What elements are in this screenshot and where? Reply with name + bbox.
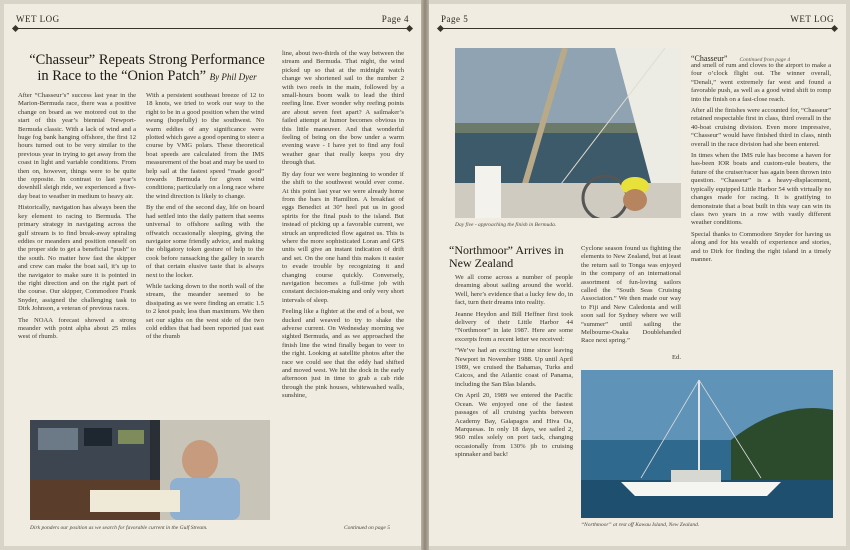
paragraph: Cyclone season found us fighting the elements to New Zealand, but at least the return sail to Tonga was enjoyed in the company of an international assortment of fun-loving sailors called the “South Seas Cruising Association.” We then made our way to Fiji and New Caledonia and will soon sail for Sydney where we will “summer” until sailing the Melbourne-Osaka Doublehanded Race next spring.” — [581, 245, 681, 345]
photo-caption-day-five: Day five - approaching the finish in Bermuda. — [455, 222, 557, 228]
continuation-column — [691, 62, 831, 362]
header-wet-log-right: WET LOG — [790, 14, 834, 24]
photo-northmoor-at-rest — [581, 370, 833, 518]
continued-on-page-5: Continued on page 5 — [344, 525, 390, 531]
paragraph: After all the finishes were accounted for, “Chasseur” retained respectable first in class, third overall in the 40-boat cruising division. Even more impressive, “Chasseur” would have finished third in class, ninth overall in the race division had she been entered. — [691, 107, 831, 148]
paragraph: and smell of rum and cloves to the airport to make a four o’clock flight out. The winner overall, “Denali,” went extremely far west and found a favorable push, as well as a good wind shift to romp into the finish on a fast-close reach. — [691, 62, 831, 103]
paragraph: By day four we were beginning to wonder if the shift to the southwest would ever come. At this point last year we were already home from the bars in Hamilton. A breakfast of eggs Benedict at 30° heel put us in good spirits for the final push to the island. But instead of picking up a favorable current, we struck an unpredicted flow against us. This is where the more sophisticated Loran and GPS units will give an instant indication of drift and set. On the one hand this makes it easier to evade trouble by recognizing it and changing course quickly. Conversely, navigation becomes a full-time job with constant decision-making and only very short intervals of sleep. — [282, 170, 404, 304]
paragraph: line, about two-thirds of the way between the stream and Bermuda. That night, the wind picked up so that at the midnight watch change we shortened sail to the number 2 with two reefs in the main, followed by a small-hours boom walk to lead the third reefing line. Ever wonder why reefing points are about seven feet apart? A sailmaker’s failed attempt at humor becomes obvious in this little maneuver. And that wonderful feeling of being on the bow under a warm evening wave - I have yet to find any foul weather gear that really keeps you dry through that. — [282, 50, 404, 167]
paragraph: We all come across a number of people dreaming about sailing around the world. Well, here’s evidence that a lucky few do, in fact, turn their dreams into reality. — [455, 274, 573, 307]
header-rule-right — [441, 28, 834, 29]
left-page — [4, 4, 421, 546]
paragraph: The NOAA forecast showed a strong meander with point alpha about 25 miles west of rhumb. — [18, 316, 136, 341]
photo-caption-northmoor: “Northmoor” at rest off Kawau Island, New Zealand. — [581, 522, 700, 528]
article-column-2 — [146, 92, 264, 412]
header-wet-log-left: WET LOG — [16, 14, 60, 24]
continuation-title: “Chasseur” — [691, 54, 728, 63]
photo-sailing-to-bermuda — [455, 48, 681, 218]
paragraph: In times when the IMS rule has become a haven for has-been IOR boats and custom-rule beaters, the future of the cruiser/racer has again been thrown into question. “Chasseur” is a heavy-displacement, typically equipped Little Harbor 54 with virtually no changes made for racing. It is gratifying to demonstrate that a boat built in this way can win its class two years in a row with vastly different weather conditions. — [691, 152, 831, 227]
article-column-3 — [282, 50, 404, 530]
northmoor-column-2 — [581, 245, 681, 365]
page-number-5: Page 5 — [441, 14, 469, 24]
headline-text: “Chasseur” Repeats Strong Performance in Race to the “Onion Patch” — [29, 52, 265, 84]
northmoor-headline: “Northmoor” Arrives in New Zealand — [449, 243, 564, 270]
photo-caption-left: Dirk ponders our position as we search for favorable current in the Gulf Stream. — [30, 525, 208, 531]
paragraph: By the end of the second day, life on board had settled into the daily pattern that seems universal to offshore sailing with the offwatch occasionally sleeping, giving the navigator some friendly advice, and making the obligatory token gesture of help to the cook before ransacking the galley in search of that certain elusive taste that is always next to the locker. — [146, 204, 264, 279]
article-column-1 — [18, 92, 136, 412]
paragraph: Feeling like a fighter at the end of a bout, we ducked and weaved to try to shake the adverse current. On Wednesday morning we sighted Bermuda, and as we approached the finish line the wind finally began to veer to the right. Looking at satellite photos after the race we could see that the eddy had shifted and moved west. We hit the dock in the early afternoon just in time to grab a cab ride through the pink houses, whitewashed walls, sunshine, — [282, 308, 404, 400]
photo-navigator-at-chart-table — [30, 420, 270, 520]
paragraph: After “Chasseur’s” success last year in the Marion-Bermuda race, there was a positive change on board as we motored out to the start of this year’s biennial Newport-Bermuda classic. With a lack of wind and a huge fog bank hanging offshore, the first 12 hours turned out to be very similar to the previous year in trying to get away from the coast in light and variable conditions. From then on, however, things were to be quite the opposite. In contrast to last year’s downhill sleigh ride, we experienced a five-day beat to weather in medium to heavy air. — [18, 92, 136, 200]
right-page — [429, 4, 846, 546]
paragraph: With a persistent southeast breeze of 12 to 18 knots, we tried to work our way to the right to be in a good position when the wind swung (hopefully) to the southwest. No warm eddies of any significance were plotted which gave a good opening to steer a course by VMG polars. These theoretical boat speeds are calculated from the IMS measurement of the boat and may be used to help sail at the fastest speed “made good” towards Bermuda for given wind conditions; particularly on a long race where the wind direction is likely to change. — [146, 92, 264, 200]
paragraph: While tacking down to the north wall of the stream, the meander seemed to be dissipating as we were finding an erratic 1.5 to 2 knot push; less than maximum. We then set our sights on the west side of the two cold eddies that had been reported just east of the rhumb — [146, 282, 264, 341]
page-number-4: Page 4 — [381, 14, 409, 24]
paragraph: “We’ve had an exciting time since leaving Newport in November 1988. Up until April 1989, we cruised the Bahamas, Turks and Caicos, and the Atlantic coast of Panama, including the San Blas Islands. — [455, 347, 573, 388]
spread-gutter — [421, 0, 429, 550]
paragraph: Historically, navigation has always been the key element to racing to Bermuda. The primary strategy in navigating across the gulf stream is to find break-away spiraling eddies or meanders and position oneself on the proper side to get a beneficial “push” to the south. No matter how fast the skipper and crew can make the boat sail, it’s up to the navigator to make sure it is pointed in the right direction and on the right part of the course. Our skipper, Commodore Frank Snyder, assigned the challenging task to Dirk Johnson, a veteran of previous races. — [18, 204, 136, 313]
northmoor-column-1 — [455, 274, 573, 534]
paragraph: Special thanks to Commodore Snyder for having us along and for his wealth of experience and stories, and to Dirk for finding the right island in a timely manner. — [691, 230, 831, 263]
editor-signoff: Ed. — [672, 354, 681, 361]
paragraph: Jeanne Heydon and Bill Heffner first took delivery of their Little Harbor 44 “Northmoor” in late 1987. Here are some excerpts from a recent letter we received: — [455, 310, 573, 343]
byline: By Phil Dyer — [209, 72, 257, 82]
paragraph: On April 20, 1989 we entered the Pacific Ocean. We enjoyed one of the fastest passages of all cruising yachts between Academy Bay, Galapagos and Hiva Oa, Marquesas. In only 18 days, we sailed 2, 960 miles solely on port tack, changing occasionally from 130% jib to cruising spinnaker and back! — [455, 392, 573, 459]
article-headline — [22, 52, 272, 85]
header-rule-left — [16, 28, 409, 29]
continuation-header — [691, 48, 831, 63]
continued-from-page-4: Continued from page 4 — [739, 57, 791, 63]
